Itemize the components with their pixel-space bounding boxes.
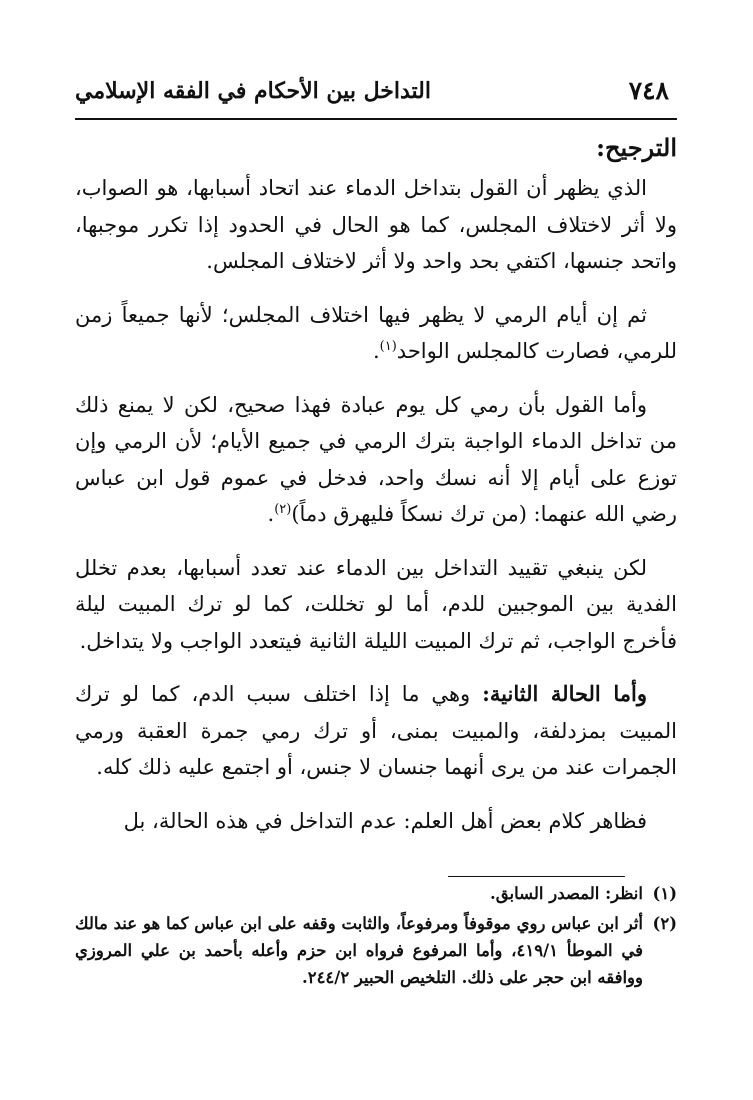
paragraph-lead: وأما الحالة الثانية: (482, 681, 647, 706)
paragraph (75, 550, 677, 660)
paragraph: وأما القول بأن رمي كل يوم عبادة فهذا صحيح، لكن لا يمنع ذلك من تداخل الدماء الواجبة بترك الرمي في جميع الأيام؛ لأن الرمي وإن توزع على أيام إلا أنه نسك واحد، فدخل في عموم قول ابن عباس رضي الله عنهما: (من ترك نسكاً فليهرق دماً)$^{(٢)}$. (75, 392, 677, 526)
footnote-number: (٢) (652, 914, 677, 933)
footnote-number: (١) (652, 884, 677, 903)
paragraph-text: وهي ما إذا اختلف سبب الدم، كما لو ترك المبيت بمزدلفة، والمبيت بمنى، أو ترك رمي جمرة العقبة ورمي الجمرات عند من يرى أنهما جنسان لا جنس، أو اجتمع عليه ذلك كله. (75, 682, 677, 779)
section-title: الترجيح: (596, 133, 677, 162)
footnote-divider (448, 876, 625, 877)
footnotes (75, 880, 677, 994)
paragraph (75, 170, 677, 280)
footnote (75, 880, 677, 907)
footnote-text: أثر ابن عباس روي موقوفاً ومرفوعاً، والثابت وقفه على ابن عباس كما هو عند مالك في الموطأ ٤١٩/١، وأما المرفوع فرواه ابن حزم وأعله بأحمد بن علي المروزي ووافقه ابن حجر على ذلك. التلخيص الحبير ٢٤٤/٢. (75, 914, 644, 987)
page-header (75, 74, 677, 114)
footnote (75, 910, 677, 991)
page-body (75, 128, 677, 856)
paragraph (75, 803, 677, 840)
paragraph-text: الذي يظهر أن القول بتداخل الدماء عند اتحاد أسبابها، هو الصواب، ولا أثر لاختلاف المجلس، كما هو الحال في الحدود إذا تكرر موجبها، واتحد جنسها، اكتفي بحد واحد ولا أثر لاختلاف المجلس. (75, 176, 677, 273)
footnote-text: انظر: المصدر السابق. (490, 884, 643, 903)
paragraph: ثم إن أيام الرمي لا يظهر فيها اختلاف المجلس؛ لأنها جميعاً زمن للرمي، فصارت كالمجلس الواحد$^{(١)}$. (75, 302, 677, 363)
footnote-ref[interactable]: (٢) (274, 502, 292, 517)
page-number: ٧٤٨ (628, 76, 669, 105)
footnote-ref[interactable]: (١) (379, 339, 397, 354)
paragraph-text: فظاهر كلام بعض أهل العلم: عدم التداخل في هذه الحالة، بل (123, 808, 647, 833)
paragraph-text: ثم إن أيام الرمي لا يظهر فيها اختلاف المجلس؛ لأنها جميعاً زمن للرمي، فصارت كالمجلس الواحد (75, 302, 677, 363)
paragraph-text: لكن ينبغي تقييد التداخل بين الدماء عند تعدد أسبابها، بعدم تخلل الفدية بين الموجبين للدم، أما لو تخللت، كما لو ترك المبيت ليلة فأخرج الواجب، ثم ترك المبيت الليلة الثانية فيتعدد الواجب ولا يتداخل. (75, 555, 677, 653)
paragraph (75, 676, 677, 786)
header-divider (75, 118, 677, 120)
book-title: التداخل بين الأحكام في الفقه الإسلامي (75, 78, 431, 104)
paragraph-text: وأما القول بأن رمي كل يوم عبادة فهذا صحيح، لكن لا يمنع ذلك من تداخل الدماء الواجبة بترك الرمي في جميع الأيام؛ لأن الرمي وإن توزع على أيام إلا أنه نسك واحد، فدخل في عموم قول ابن عباس رضي الله عنهما: (من ترك نسكاً فليهرق دماً) (75, 392, 677, 526)
